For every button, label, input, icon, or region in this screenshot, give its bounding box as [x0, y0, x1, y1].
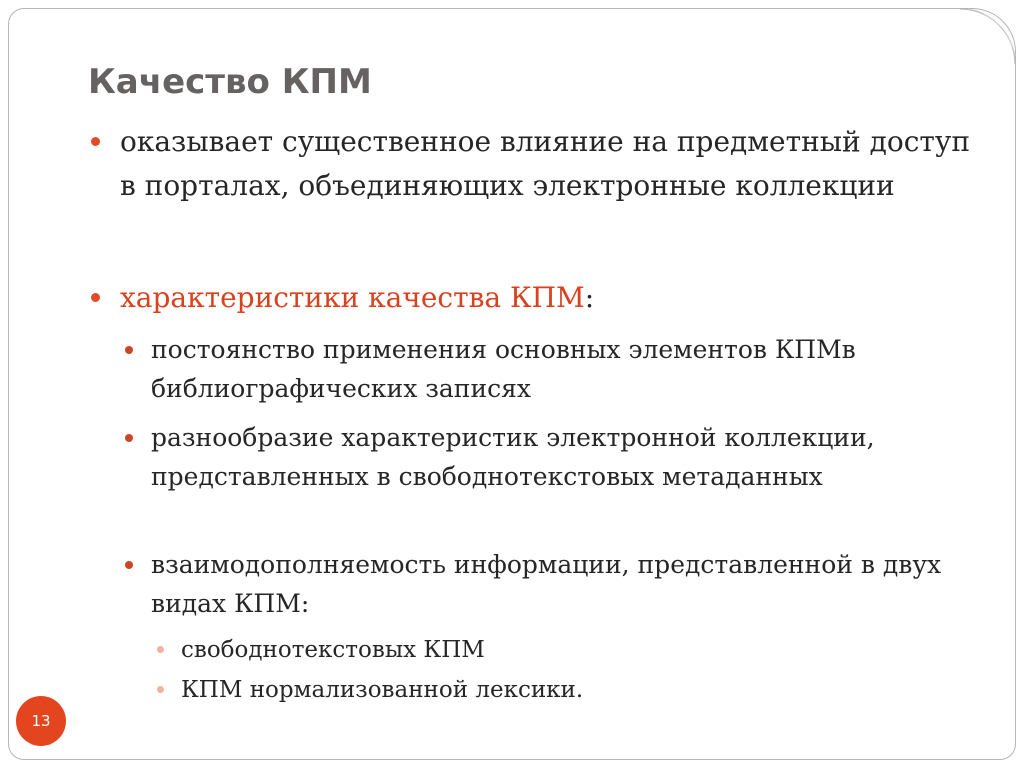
sub-sub-bullet-item — [156, 631, 976, 669]
bullet-item — [88, 276, 988, 320]
sub-sub-bullet-dot-icon — [157, 686, 164, 693]
slide-number-badge: 13 — [16, 696, 66, 746]
sub-bullet-dot-icon — [125, 561, 133, 569]
sub-sub-bullet-item — [156, 671, 976, 709]
sub-bullet-item — [124, 545, 994, 623]
accent-heading: характеристики качества КПМ — [120, 281, 585, 314]
bullet-dot-icon — [91, 293, 100, 302]
heading-suffix: : — [584, 281, 595, 314]
sub-bullet-dot-icon — [125, 434, 133, 442]
sub-sub-bullet-text: свободнотекстовых КПМ — [181, 637, 485, 663]
sub-sub-bullet-text: КПМ нормализованной лексики. — [181, 677, 584, 703]
bullet-text: оказывает существенное влияние на предметный доступ в порталах, объединяющих электронные коллекции — [120, 125, 971, 202]
sub-sub-bullet-dot-icon — [157, 646, 164, 653]
bullet-dot-icon — [91, 137, 100, 146]
bullet-text — [120, 276, 988, 320]
sub-bullet-item — [124, 330, 994, 408]
sub-bullet-item — [124, 418, 994, 496]
bullet-item — [88, 120, 988, 208]
sub-bullet-text: взаимодополняемость информации, представленной в двух видах КПМ: — [151, 550, 942, 618]
sub-bullet-text: разнообразие характеристик электронной коллекции, представленных в свободнотекстовых метаданных — [151, 423, 875, 491]
sub-bullet-dot-icon — [125, 346, 133, 354]
sub-bullet-text: постоянство применения основных элементов КПМв библиографических записях — [151, 335, 856, 403]
slide-title: Качество КПМ — [88, 62, 372, 102]
